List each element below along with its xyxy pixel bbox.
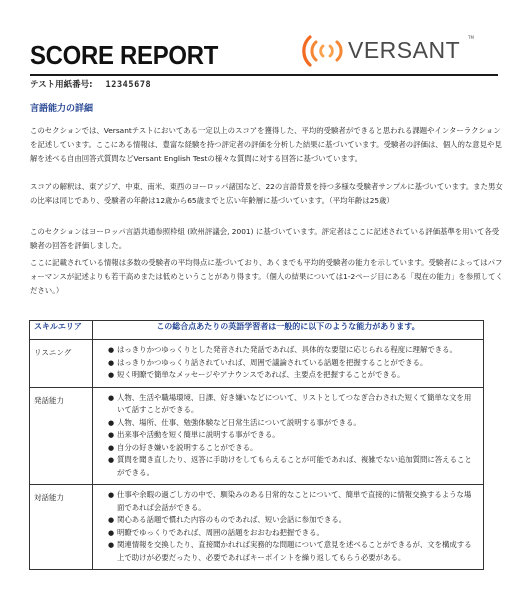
bullet-icon: ● — [108, 358, 115, 367]
list-item: ● はっきりかつゆっくり話されていれば、周囲で議論されている話題を把握することができる。 — [117, 357, 475, 370]
bullet-icon: ● — [108, 456, 115, 464]
bullet-icon: ● — [108, 528, 115, 537]
list-item: ● 関心ある話題で慣れた内容のものであれば、短い会話に参加できる。 — [117, 514, 475, 527]
list-item: ● 人物、場所、仕事、勉強体験など日常生活について説明する事ができる。 — [117, 417, 475, 430]
disclaimer-paragraph: ここに記載されている情報は多数の受験者の平均得点に基づいており、あくまでも平均的受験者の能力を示しています。受験者によってはパフォーマンスが記述よりも若干高めまたは低めということがあり得ます。（個人の結果については1-2ページ目にある「現在の能力」を参照してください。） — [30, 258, 503, 295]
trademark-mark: TM — [468, 35, 474, 40]
form-number-value: 12345678 — [105, 80, 152, 90]
table-row — [30, 485, 484, 570]
bullet-icon: ● — [108, 431, 115, 439]
bullet-icon: ● — [108, 443, 115, 452]
header-divider — [30, 74, 498, 76]
sample-paragraph: スコアの解釈は、東アジア、中東、南米、東西のヨーロッパ諸国など、22の言語背景を持つ多様な受験者サンプルに基づいています。また男女の比率は同じであり、受験者の年齢は12歳から65歳までと広い年齢層に基づいています。（平均年齢は25歳） — [30, 182, 503, 205]
framework-paragraph: このセクションはヨーロッパ言語共通参照枠組 (欧州評議会, 2001) に基づいています。評定者はここに記述されている評価基準を用いて各受験者の回答を評価しました。 — [30, 227, 500, 250]
skill-area-header: スキルエリア — [30, 321, 93, 340]
form-number-label: テスト用紙番号: — [30, 80, 93, 90]
skill-name: 発話能力 — [30, 387, 93, 485]
list-item: ● はっきりかつゆっくりとした発音された発話であれば、具体的な要望に応じられる程度に理解できる。 — [117, 344, 475, 357]
bullet-icon: ● — [108, 491, 115, 499]
table-row — [30, 387, 484, 485]
bullet-icon: ● — [108, 516, 115, 524]
list-item: ● 明瞭でゆっくりであれば、周囲の話題をおおむね把握できる。 — [117, 527, 475, 540]
ability-list-cell — [93, 340, 484, 388]
list-item: ● 関連情報を交換したり、直接聞かれれば実務的な問題について意見を述べることができるが、文を構成する上で助けが必要だったり、必要であればキーポイントを繰り返してもらう必要がある。 — [108, 540, 472, 562]
skills-table — [29, 320, 484, 570]
skill-name: 対話能力 — [30, 485, 93, 570]
list-item: ● 自分の好き嫌いを説明することができる。 — [117, 442, 475, 455]
versant-logo — [296, 32, 486, 70]
list-item: ● 人物、生活や職場環境、日課、好き嫌いなどについて、リストとしてつなぎ合わされた短くて簡単な文を用いて話すことができる。 — [108, 392, 472, 414]
bullet-icon: ● — [108, 346, 115, 354]
ability-header: この総合点あたりの英語学習者は一般的に以下のような能力があります。 — [93, 321, 484, 340]
list-item: ● 出来事や活動を短く簡単に説明する事ができる。 — [117, 429, 475, 442]
intro-paragraph: このセクションでは、Versantテストにおいてある一定以上のスコアを獲得した、平均的受験者ができると思われる課題やインターラクションを記述しています。ここにある情報は、豊富な経験を持つ評定者の評価を分析した結果に基づいています。受験者の評価は、個人的な意見や見解を述べる自由回答式質問などVersant English Testの様々な質問に対する回答に基づいています。 — [30, 126, 502, 163]
bullet-icon: ● — [108, 418, 115, 427]
section-heading: 言語能力の詳細 — [30, 104, 94, 114]
list-item: ● 仕事や余暇の過ごし方の中で、馴染みのある日常的なことについて、簡単で直接的に情報交換するような場面であれば会話ができる。 — [108, 490, 472, 512]
bullet-icon: ● — [108, 371, 115, 379]
skill-name: リスニング — [30, 340, 93, 388]
report-title: SCORE REPORT — [30, 40, 219, 70]
ability-list-cell — [93, 387, 484, 485]
list-item: ● 短く明瞭で簡単なメッセージやアナウンスであれば、主要点を把握することができる。 — [117, 369, 475, 382]
bullet-icon: ● — [108, 541, 115, 549]
table-header-row — [30, 321, 484, 340]
form-number-row — [30, 78, 151, 90]
bullet-icon: ● — [108, 393, 115, 402]
logo-wordmark: VERSANT — [348, 37, 461, 63]
table-row — [30, 340, 484, 388]
sound-waves-icon — [296, 32, 346, 70]
ability-list-cell — [93, 485, 484, 570]
list-item: ● 質問を聞き直したり、返答に手助けをしてもらえることが可能であれば、複雑でない追加質問に答えることができる。 — [108, 455, 472, 477]
